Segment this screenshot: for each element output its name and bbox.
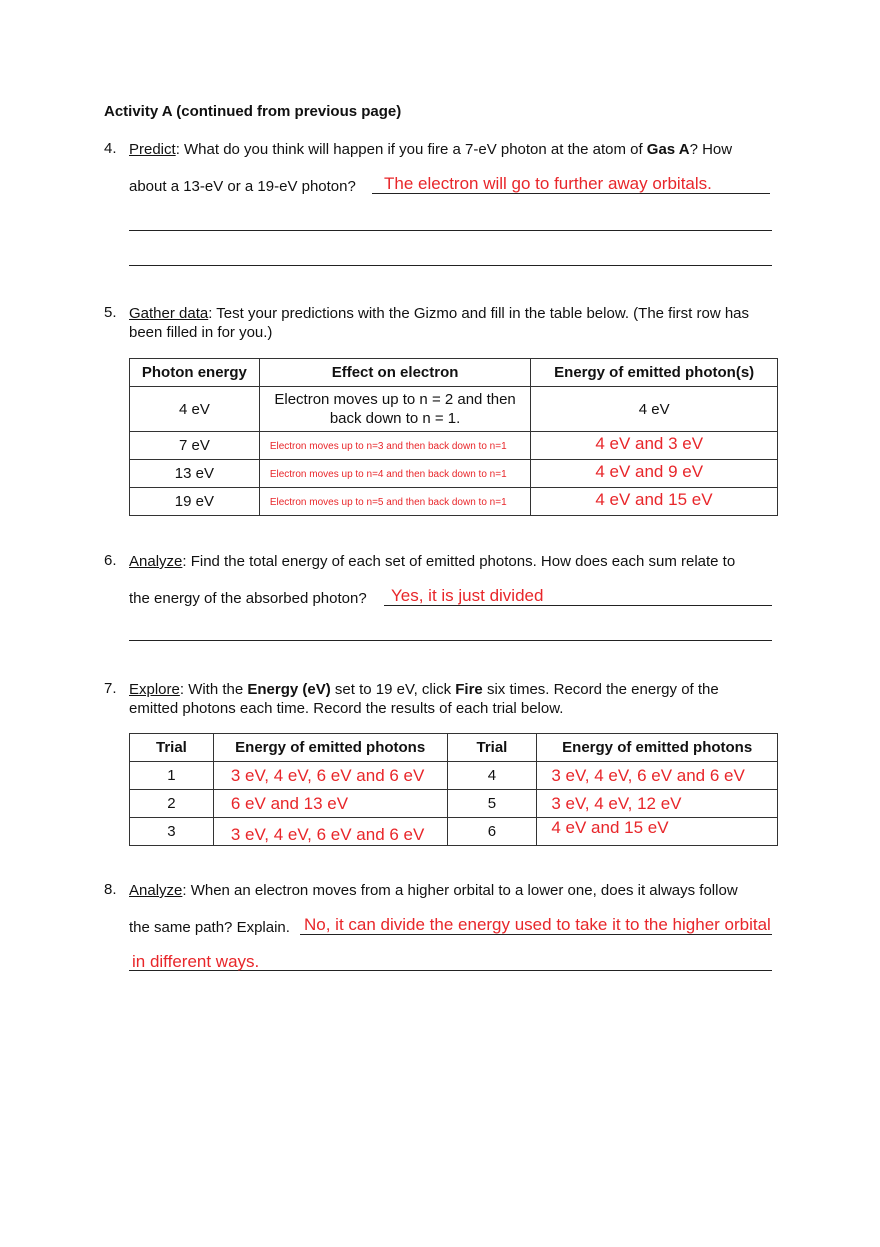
q6-text-a: : Find the total energy of each set of emitted photons. How does each sum relate to xyxy=(182,553,736,570)
q6-number: 6. xyxy=(104,552,117,569)
trial-answer[interactable]: 3 eV, 4 eV, 12 eV xyxy=(537,790,778,818)
table-row xyxy=(130,762,778,790)
q6-prompt xyxy=(129,552,779,571)
trial-number: 1 xyxy=(130,762,214,790)
photon-table xyxy=(129,358,778,516)
col-energy-2: Energy of emitted photons xyxy=(537,734,778,762)
emitted-answer[interactable]: 4 eV and 15 eV xyxy=(531,488,778,516)
q4-number: 4. xyxy=(104,140,117,157)
q4-answer[interactable]: The electron will go to further away orbitals. xyxy=(384,174,712,193)
q4-prompt-line2: about a 13-eV or a 19-eV photon? xyxy=(129,178,356,195)
effect-cell[interactable] xyxy=(259,488,531,516)
q6-answer-line-2 xyxy=(129,640,772,641)
photon-energy-cell: 7 eV xyxy=(130,432,260,460)
trial-number: 2 xyxy=(130,790,214,818)
col-effect: Effect on electron xyxy=(259,359,531,387)
col-trial-2: Trial xyxy=(447,734,537,762)
effect-answer: Electron moves up to n=3 and then back down to n=1 xyxy=(269,440,507,452)
q5-label: Gather data xyxy=(129,305,209,322)
q6-label: Analyze xyxy=(129,553,183,570)
trial-answer[interactable]: 6 eV and 13 eV xyxy=(213,790,447,818)
q7-fire: Fire xyxy=(455,681,483,698)
q4-label: Predict xyxy=(129,141,176,158)
table-row xyxy=(130,432,778,460)
q6-prompt-line2: the energy of the absorbed photon? xyxy=(129,590,367,607)
effect-cell[interactable] xyxy=(259,460,531,488)
trial-number: 3 xyxy=(130,818,214,846)
emitted-answer[interactable]: 4 eV and 9 eV xyxy=(531,460,778,488)
q7-number: 7. xyxy=(104,680,117,697)
trials-table-header xyxy=(130,734,778,762)
q8-text-a: : When an electron moves from a higher orbital to a lower one, does it always follow xyxy=(182,882,738,899)
q8-number: 8. xyxy=(104,881,117,898)
q4-text-b: ? How xyxy=(689,141,733,158)
q4-answer-line-3 xyxy=(129,265,772,266)
q7-prompt xyxy=(129,680,769,718)
q4-answer-line-2 xyxy=(129,230,772,231)
q8-prompt-line2: the same path? Explain. xyxy=(129,919,290,936)
effect-answer: Electron moves up to n=4 and then back down to n=1 xyxy=(269,468,507,480)
q7-label: Explore xyxy=(129,681,180,698)
photon-energy-cell: 4 eV xyxy=(130,387,260,432)
emitted-answer[interactable]: 4 eV and 3 eV xyxy=(531,432,778,460)
q8-answer-a[interactable]: No, it can divide the energy used to take it to the higher orbital xyxy=(304,915,771,934)
col-photon-energy: Photon energy xyxy=(130,359,260,387)
table-row xyxy=(130,387,778,432)
table-row xyxy=(130,818,778,846)
col-emitted: Energy of emitted photon(s) xyxy=(531,359,778,387)
trial-number: 5 xyxy=(447,790,537,818)
q7-text-a: : With the xyxy=(179,681,248,698)
effect-cell[interactable] xyxy=(259,432,531,460)
page-heading: Activity A (continued from previous page) xyxy=(104,103,402,120)
q4-prompt xyxy=(129,140,779,159)
trial-number: 6 xyxy=(447,818,537,846)
q8-prompt xyxy=(129,881,779,900)
effect-cell: Electron moves up to n = 2 and then back down to n = 1. xyxy=(259,387,531,432)
photon-energy-cell: 13 eV xyxy=(130,460,260,488)
photon-table-header xyxy=(130,359,778,387)
q5-text: : Test your predictions with the Gizmo and fill in the table below. (The first row has been filled in for you.) xyxy=(129,305,750,341)
q4-text-a: : What do you think will happen if you fire a 7-eV photon at the atom of xyxy=(175,141,647,158)
q8-label: Analyze xyxy=(129,882,183,899)
q4-gas: Gas A xyxy=(646,141,690,158)
trial-answer[interactable]: 3 eV, 4 eV, 6 eV and 6 eV xyxy=(213,762,447,790)
photon-energy-cell: 19 eV xyxy=(130,488,260,516)
q5-prompt xyxy=(129,304,769,342)
col-trial-1: Trial xyxy=(130,734,214,762)
q8-answer-b[interactable]: in different ways. xyxy=(132,952,260,971)
q6-answer[interactable]: Yes, it is just divided xyxy=(391,586,544,605)
effect-answer: Electron moves up to n=5 and then back down to n=1 xyxy=(269,496,507,508)
trial-number: 4 xyxy=(447,762,537,790)
trial-answer[interactable]: 4 eV and 15 eV xyxy=(537,818,778,846)
table-row xyxy=(130,488,778,516)
emitted-cell: 4 eV xyxy=(531,387,778,432)
trials-table xyxy=(129,733,778,846)
q7-text-b: set to 19 eV, click xyxy=(330,681,456,698)
q5-number: 5. xyxy=(104,304,117,321)
col-energy-1: Energy of emitted photons xyxy=(213,734,447,762)
trial-answer[interactable]: 3 eV, 4 eV, 6 eV and 6 eV xyxy=(213,818,447,846)
q7-text-c: six times. Record the energy of the emitted photons each time. Record the results of each trial below. xyxy=(129,681,719,717)
table-row xyxy=(130,790,778,818)
trial-answer[interactable]: 3 eV, 4 eV, 6 eV and 6 eV xyxy=(537,762,778,790)
table-row xyxy=(130,460,778,488)
q7-energy-setting: Energy (eV) xyxy=(247,681,331,698)
